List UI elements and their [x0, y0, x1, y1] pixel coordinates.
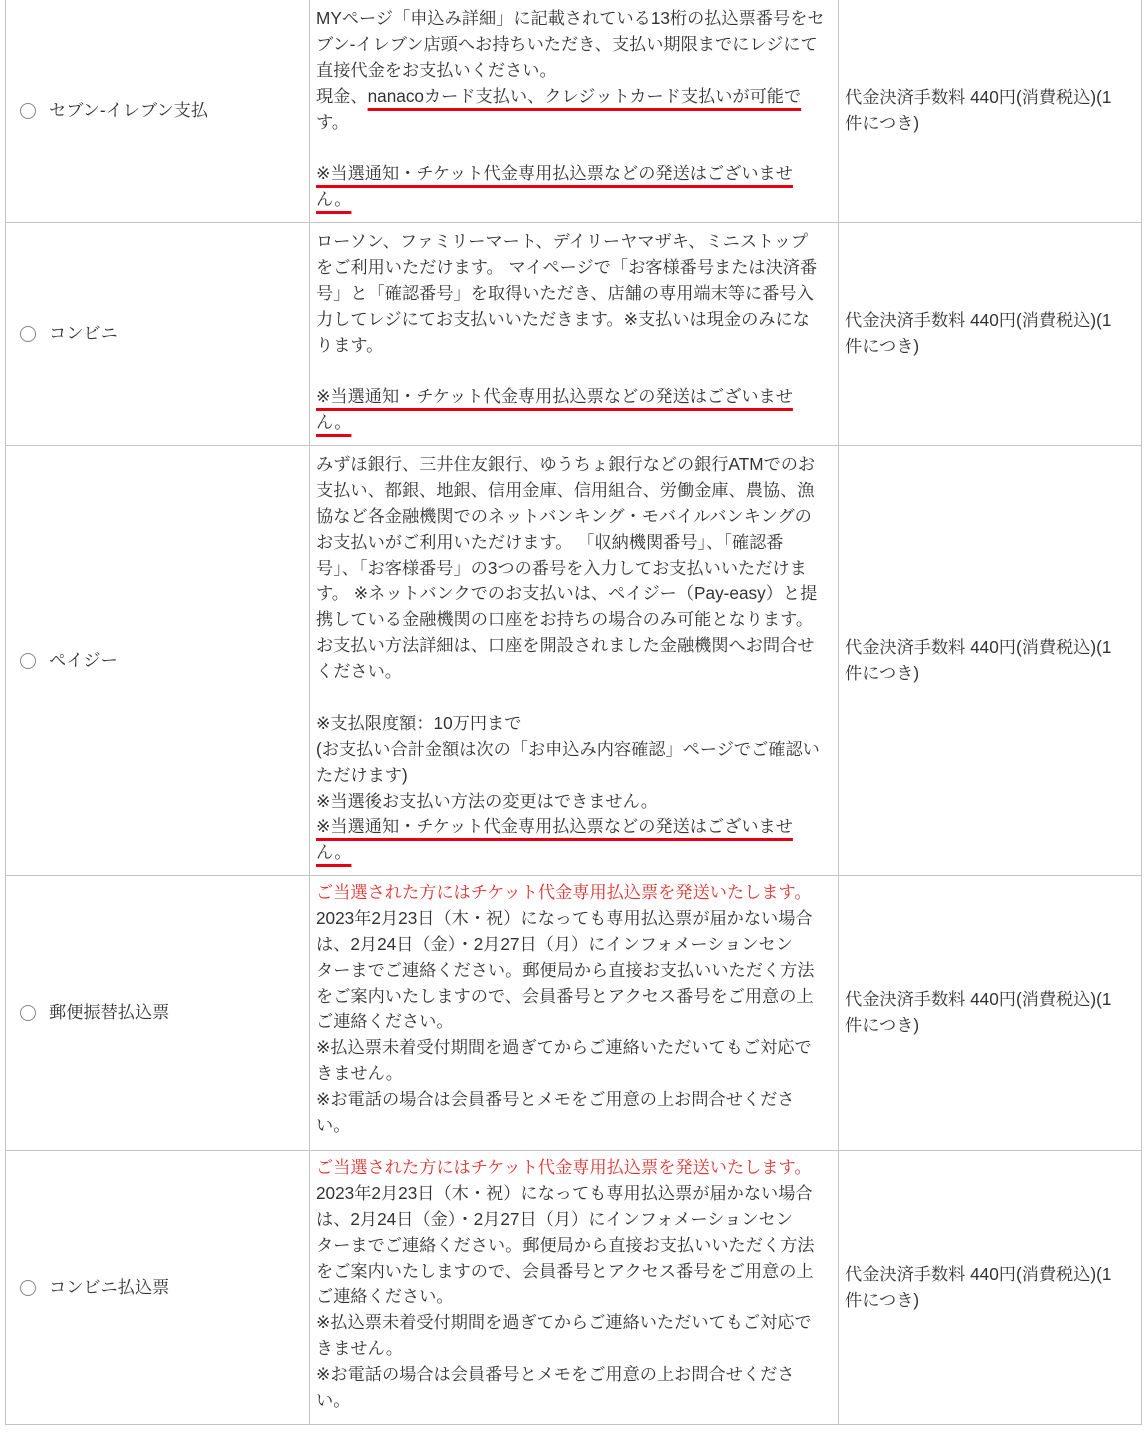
payment-description: [310, 223, 839, 445]
description-line: [316, 58, 838, 84]
description-line: [316, 958, 838, 984]
description-line: [316, 711, 838, 737]
description-line: [316, 1233, 838, 1259]
payment-fee: [839, 223, 1142, 445]
description-line: [316, 1035, 838, 1061]
description-text: 2023年2月23日（木・祝）になっても専用払込票が届かない場合: [316, 1182, 813, 1203]
description-text: ※払込票未着受付期間を過ぎてからご連絡いただいてもご対応で: [316, 1312, 812, 1333]
description-text: をご案内いたしますので、会員番号とアクセス番号をご用意の上: [316, 1260, 814, 1281]
description-line: [316, 1155, 838, 1181]
description-line: [316, 633, 838, 659]
description-text: お支払い方法詳細は、口座を開設されました金融機関へお問合せ: [316, 635, 815, 656]
fee-lines: [845, 1262, 1111, 1314]
description-line: [316, 814, 838, 840]
description-line: [316, 1388, 838, 1414]
description-line: [316, 581, 838, 607]
payment-method-row-convenience-store-slip: [6, 1151, 1142, 1425]
description-text: 号」、「お客様番号」の3つの番号を入力してお支払いいただけま: [316, 557, 807, 578]
seven-eleven-option[interactable]: [6, 98, 208, 124]
description-text: きません。: [316, 1338, 403, 1359]
fee-text: 件につき): [845, 1289, 920, 1310]
fee-text: 件につき): [845, 336, 920, 356]
description-line: [316, 410, 838, 436]
description-text: 現金、: [316, 85, 368, 106]
payment-method-cell: [6, 876, 310, 1150]
description-line: [316, 1087, 838, 1113]
fee-text: 代金決済手数料 440円(消費税込)(1: [845, 87, 1112, 108]
description-line: [316, 880, 838, 906]
blank-line: [316, 358, 838, 384]
red-underlined-text: ん。: [316, 412, 352, 433]
description-line: [316, 607, 838, 633]
fee-text: 代金決済手数料 440円(消費税込)(1: [845, 636, 1112, 657]
payment-method-row-convenience-store: [6, 223, 1142, 446]
description-line: [316, 32, 838, 58]
red-underlined-text: ※当選通知・チケット代金専用払込票などの発送はございませ: [316, 816, 793, 837]
description-line: [316, 110, 838, 136]
description-line: [316, 504, 838, 530]
description-line: [316, 1310, 838, 1336]
seven-eleven-label[interactable]: セブン-イレブン支払: [49, 100, 209, 121]
payment-description: [310, 0, 839, 222]
description-line: [316, 1207, 838, 1233]
description-line: [316, 659, 838, 685]
description-line: [316, 187, 838, 213]
description-text: お支払いがご利用いただけます。 「収納機関番号」、「確認番: [316, 531, 784, 552]
payment-method-row-pay-easy: [6, 446, 1142, 876]
payment-fee: [839, 0, 1142, 222]
payment-method-cell: [6, 0, 310, 222]
description-line: [316, 307, 838, 333]
convenience-store-label[interactable]: コンビニ: [49, 323, 118, 344]
description-line: [316, 84, 838, 110]
notice-text: ご当選された方にはチケット代金専用払込票を発送いたします。: [316, 882, 812, 902]
payment-fee: [839, 1151, 1142, 1424]
description-line: [316, 281, 838, 307]
fee-text: 代金決済手数料 440円(消費税込)(1: [845, 989, 1112, 1010]
description-text: みずほ銀行、三井住友銀行、ゆうちょ銀行などの銀行ATMでのお: [316, 454, 816, 474]
payment-description: [310, 1151, 839, 1424]
description-text: ターまでご連絡ください。郵便局から直接お支払いいただく方法: [316, 959, 815, 980]
description-line: [316, 229, 838, 255]
description-line: [316, 1259, 838, 1285]
payment-method-table: [5, 0, 1142, 1425]
blank-line: [316, 685, 838, 711]
description-text: い。: [316, 1115, 351, 1136]
pay-easy-option[interactable]: [6, 648, 118, 674]
postal-transfer-slip-option[interactable]: [6, 1000, 169, 1026]
description-text: ご連絡ください。: [316, 1286, 454, 1307]
description-line: [316, 530, 838, 556]
description-text: ※お電話の場合は会員番号とメモをご用意の上お問合せくださ: [316, 1364, 795, 1385]
red-underlined-text: ※当選通知・チケット代金専用払込票などの発送はございませ: [316, 163, 793, 184]
description-text: 支払い、都銀、地銀、信用金庫、信用組合、労働金庫、農協、漁: [316, 479, 815, 500]
description-line: [316, 1181, 838, 1207]
fee-text: 件につき): [845, 113, 920, 133]
red-underlined-text: ん。: [316, 189, 352, 210]
description-text: す。: [316, 111, 349, 132]
notice-text: ご当選された方にはチケット代金専用払込票を発送いたします。: [316, 1157, 812, 1177]
seven-eleven-radio[interactable]: [20, 103, 36, 119]
description-text: ※支払限度額：10万円まで: [316, 712, 522, 733]
description-text: 直接代金をお支払いください。: [316, 59, 557, 80]
payment-method-cell: [6, 223, 310, 445]
description-text: は、2月24日（金）・2月27日（月）にインフォメーションセン: [316, 1208, 793, 1229]
description-line: [316, 906, 838, 932]
convenience-store-slip-option[interactable]: [6, 1275, 169, 1301]
red-underlined-text: ん。: [316, 842, 352, 863]
fee-text: 代金決済手数料 440円(消費税込)(1: [845, 1263, 1112, 1284]
fee-lines: [845, 85, 1111, 137]
description-text: 力してレジにてお支払いいただきます。※支払いは現金のみにな: [316, 308, 810, 329]
fee-text: 代金決済手数料 440円(消費税込)(1: [845, 310, 1112, 331]
payment-method-cell: [6, 1151, 310, 1424]
description-text: ※お電話の場合は会員番号とメモをご用意の上お問合せくださ: [316, 1089, 795, 1110]
description-text: す。 ※ネットバンクでのお支払いは、ペイジー（Pay-easy）と提: [316, 583, 818, 604]
description-line: [316, 737, 838, 763]
payment-method-row-seven-eleven: [6, 0, 1142, 223]
description-line: [316, 763, 838, 789]
description-line: [316, 1336, 838, 1362]
pay-easy-label[interactable]: ペイジー: [49, 649, 118, 670]
fee-lines: [845, 308, 1111, 360]
description-line: [316, 984, 838, 1010]
description-text: (お支払い合計金額は次の「お申込み内容確認」ページでご確認い: [316, 738, 820, 759]
description-line: [316, 789, 838, 815]
description-text: ただけます): [316, 764, 408, 785]
pay-easy-radio[interactable]: [20, 653, 36, 669]
description-text: ※当選後お支払い方法の変更はできません。: [316, 790, 658, 811]
payment-description: [310, 876, 839, 1150]
description-line: [316, 478, 838, 504]
convenience-store-slip-label[interactable]: コンビニ払込票: [49, 1276, 170, 1297]
description-line: [316, 932, 838, 958]
description-line: [316, 1284, 838, 1310]
description-line: [316, 1061, 838, 1087]
description-text: 携している金融機関の口座をお持ちの場合のみ可能となります。: [316, 609, 814, 630]
payment-method-cell: [6, 446, 310, 875]
fee-lines: [845, 635, 1111, 687]
description-text: ターまでご連絡ください。郵便局から直接お支払いいただく方法: [316, 1234, 815, 1255]
payment-fee: [839, 446, 1142, 875]
description-line: [316, 840, 838, 866]
description-text: ローソン、ファミリーマート、デイリーヤマザキ、ミニストップ: [316, 231, 809, 251]
red-underlined-text: nanacoカード支払い、クレジットカード支払いが可能で: [367, 85, 802, 106]
description-line: [316, 255, 838, 281]
description-text: ご連絡ください。: [316, 1011, 454, 1032]
description-text: きません。: [316, 1063, 403, 1084]
postal-transfer-slip-radio[interactable]: [20, 1005, 36, 1021]
payment-fee: [839, 876, 1142, 1150]
description-line: [316, 1009, 838, 1035]
description-text: 2023年2月23日（木・祝）になっても専用払込票が届かない場合: [316, 907, 813, 928]
description-text: MYページ「申込み詳細」に記載されている13桁の払込票番号をセ: [316, 8, 825, 28]
convenience-store-radio[interactable]: [20, 326, 36, 342]
description-text: ブン-イレブン店頭へお持ちいただき、支払い期限までにレジにて: [316, 33, 818, 54]
convenience-store-option[interactable]: [6, 321, 118, 347]
fee-text: 件につき): [845, 1015, 920, 1035]
postal-transfer-slip-label[interactable]: 郵便振替払込票: [49, 1002, 170, 1023]
description-line: [316, 556, 838, 582]
description-text: ※払込票未着受付期間を過ぎてからご連絡いただいてもご対応で: [316, 1037, 812, 1058]
blank-line: [316, 135, 838, 161]
description-line: [316, 1362, 838, 1388]
description-text: は、2月24日（金）・2月27日（月）にインフォメーションセン: [316, 933, 793, 954]
description-text: ください。: [316, 661, 402, 682]
payment-method-row-postal-transfer-slip: [6, 876, 1142, 1151]
description-text: をご案内いたしますので、会員番号とアクセス番号をご用意の上: [316, 985, 814, 1006]
description-line: [316, 161, 838, 187]
convenience-store-slip-radio[interactable]: [20, 1280, 36, 1296]
description-line: [316, 384, 838, 410]
description-line: [316, 6, 838, 32]
description-line: [316, 1113, 838, 1139]
payment-description: [310, 446, 839, 875]
fee-lines: [845, 987, 1111, 1039]
description-text: い。: [316, 1390, 351, 1411]
description-line: [316, 452, 838, 478]
fee-text: 件につき): [845, 662, 920, 683]
description-line: [316, 333, 838, 359]
red-underlined-text: ※当選通知・チケット代金専用払込票などの発送はございませ: [316, 386, 793, 407]
description-text: ります。: [316, 334, 384, 355]
description-text: 号」と「確認番号」を取得いただき、店舗の専用端末等に番号入: [316, 282, 814, 303]
description-text: をご利用いただけます。 マイページで「お客様番号または決済番: [316, 256, 818, 277]
description-text: 協など各金融機関でのネットバンキング・モバイルバンキングの: [316, 505, 812, 526]
